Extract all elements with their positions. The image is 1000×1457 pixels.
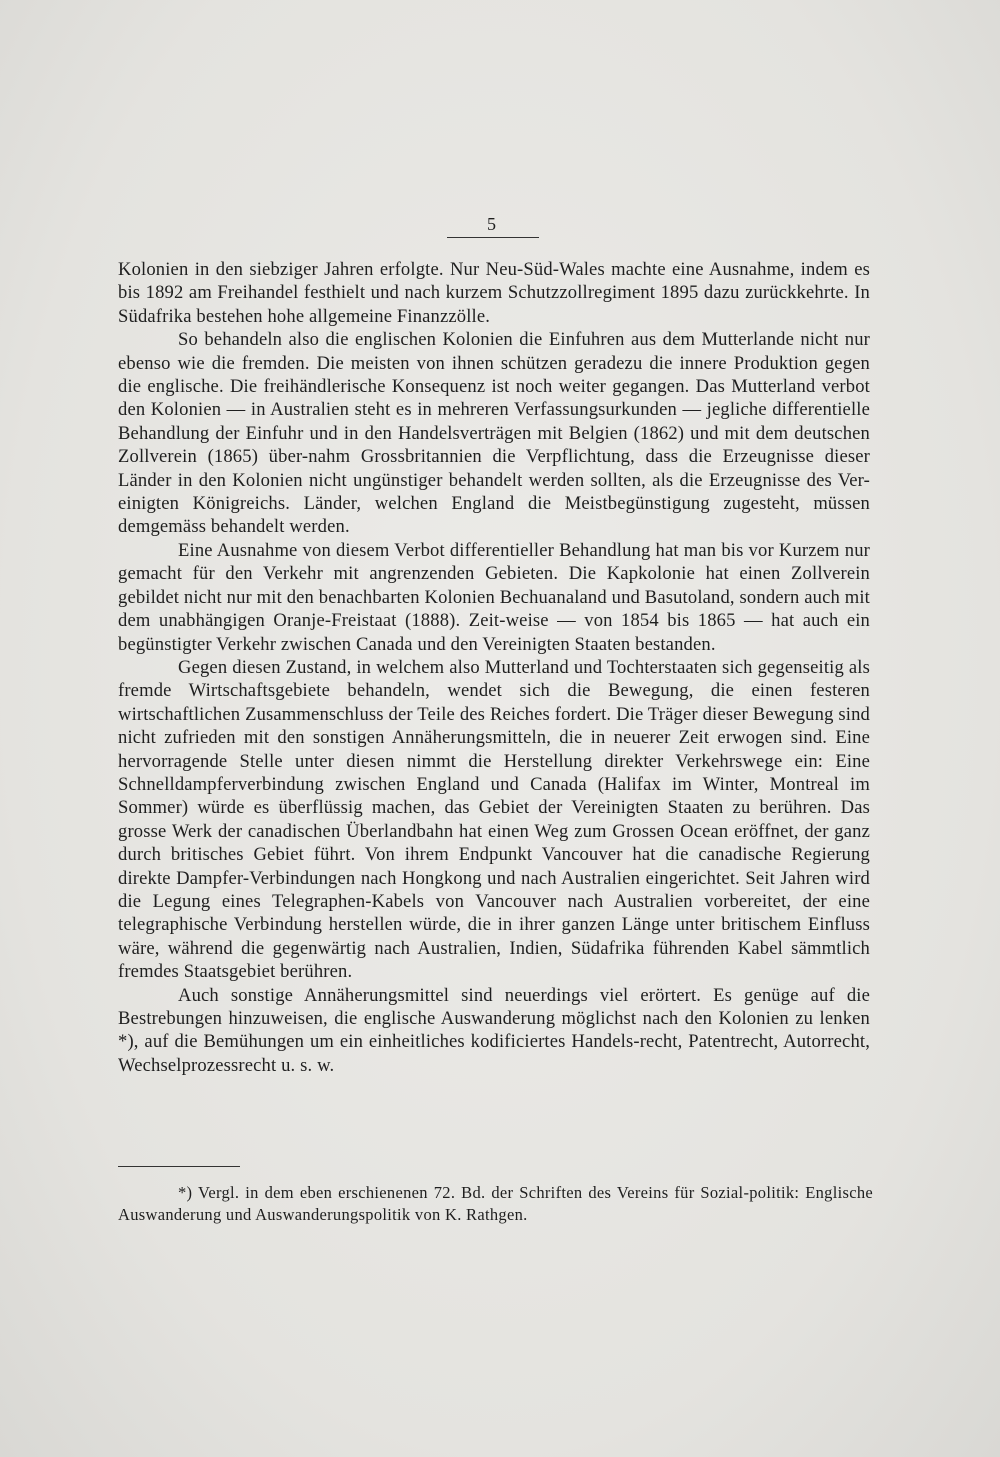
body-text bbox=[118, 258, 870, 1077]
page-number-rule bbox=[447, 237, 539, 238]
footnote: *) Vergl. in dem eben erschienenen 72. Bd. der Schriften des Vereins für Sozial-politik: Englische Auswanderung und Auswanderungspolitik von K. Rathgen. bbox=[118, 1183, 873, 1224]
paragraph-4: Gegen diesen Zustand, in welchem also Mutterland und Tochterstaaten sich gegenseitig als fremde Wirtschaftsgebiete behandeln, wendet sich die Bewegung, die einen festeren wirtschaftlichen Zusammenschluss der Teile des Reiches fordert. Die Träger dieser Bewegung sind nicht zufrieden mit den sonstigen Annäherungsmitteln, die in neuerer Zeit erwogen sind. Eine hervorragende Stelle unter diesen nimmt die Herstellung direkter Verkehrswege ein: Eine Schnelldampferverbindung zwischen England und Canada (Halifax im Winter, Montreal im Sommer) würde es überflüssig machen, das Gebiet der Vereinigten Staaten zu berühren. Das grosse Werk der canadischen Überlandbahn hat einen Weg zum Grossen Ocean eröffnet, der ganz durch britisches Gebiet führt. Von ihrem Endpunkt Vancouver hat die canadische Regierung direkte Dampfer-Verbindungen nach Hongkong und nach Australien eingerichtet. Seit Jahren wird die Legung eines Telegraphen-Kabels von Vancouver nach Australien vorbereitet, der eine telegraphische Verbindung herstellen würde, die in ihrer ganzen Länge unter britischem Einfluss wäre, während die gegenwärtig nach Australien, Indien, Südafrika führenden Kabel sämmtlich fremdes Staatsgebiet berühren. bbox=[118, 656, 870, 983]
paragraph-1: Kolonien in den siebziger Jahren erfolgte. Nur Neu-Süd-Wales machte eine Ausnahme, indem es bis 1892 am Freihandel festhielt und nach kurzem Schutzzollregiment 1895 dazu zurückkehrte. In Südafrika bestehen hohe allgemeine Finanzzölle. bbox=[118, 259, 870, 327]
page-number: 5 bbox=[487, 214, 496, 234]
footnote-rule bbox=[118, 1166, 240, 1167]
paragraph-2: So behandeln also die englischen Kolonien die Einfuhren aus dem Mutterlande nicht nur ebenso wie die fremden. Die meisten von ihnen schützen geradezu die innere Produktion gegen die englische. Die freihändlerische Konsequenz ist noch weiter gegangen. Das Mutterland verbot den Kolonien — in Australien steht es in mehreren Verfassungsurkunden — jegliche differentielle Behandlung der Einfuhr und in den Handelsverträgen mit Belgien (1862) und mit dem deutschen Zollverein (1865) über-nahm Grossbritannien die Verpflichtung, dass die Erzeugnisse dieser Länder in den Kolonien nicht ungünstiger behandelt werden sollten, als die Erzeugnisse des Ver-einigten Königreichs. Länder, welchen England die Meistbegünstigung zugesteht, müssen demgemäss behandelt werden. bbox=[118, 329, 870, 538]
paragraph-5: Auch sonstige Annäherungsmittel sind neuerdings viel erörtert. Es genüge auf die Bestrebungen hinzuweisen, die englische Auswanderung möglichst nach den Kolonien zu lenken *), auf die Bemühungen um ein einheitliches kodificiertes Handels-recht, Patentrecht, Autorrecht, Wechselprozessrecht u. s. w. bbox=[118, 984, 870, 1076]
paragraph-3: Eine Ausnahme von diesem Verbot differentieller Behandlung hat man bis vor Kurzem nur gemacht für den Verkehr mit angrenzenden Gebieten. Die Kapkolonie hat einen Zollverein gebildet nicht nur mit den benachbarten Kolonien Bechuanaland und Basutoland, sondern auch mit dem unabhängigen Oranje-Freistaat (1888). Zeit-weise — von 1854 bis 1865 — hat auch ein begünstigter Verkehr zwischen Canada und den Vereinigten Staaten bestanden. bbox=[118, 539, 870, 655]
